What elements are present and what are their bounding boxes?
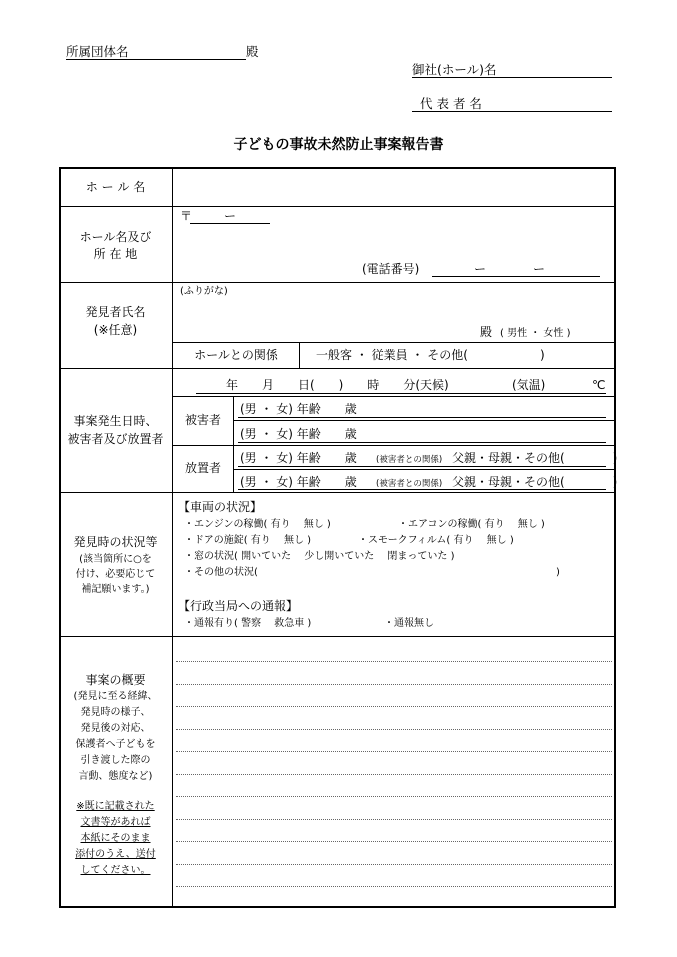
discoverer-optional: (※任意) — [93, 323, 138, 337]
window-status[interactable]: ・窓の状況( 開いていた 少し開いていた 閉まっていた ) — [184, 551, 455, 562]
hall-address-label-2: 所 在 地 — [93, 247, 138, 261]
summary-note-2: 発見時の様子、 — [80, 707, 151, 718]
summary-note-5: 引き渡した際の — [80, 755, 151, 766]
address-field[interactable] — [176, 226, 606, 260]
summary-label: 事案の概要 — [85, 673, 146, 687]
phone-dash-2: ー — [533, 262, 546, 276]
phone-dash-1: ー — [474, 262, 487, 276]
datetime-label-1: 事案発生日時、 — [73, 414, 158, 428]
summary-note-3: 発見後の対応、 — [80, 723, 151, 734]
dono-label: 殿 — [480, 325, 493, 339]
leaver-row-2[interactable]: (男 ・ 女) 年齢 歳 — [240, 475, 357, 489]
date-line-underline — [196, 393, 606, 394]
postal-code-field[interactable] — [190, 223, 270, 224]
discoverer-name-field[interactable] — [176, 298, 476, 320]
date-time-weather[interactable]: 年 月 日( ) 時 分(天候) — [226, 378, 449, 392]
summary-writing-line — [176, 684, 612, 685]
attachment-note-4: 添付のうえ、送付 — [75, 849, 156, 860]
attachment-note-1: ※既に記載された — [76, 801, 155, 812]
report-no[interactable]: ・通報無し — [384, 618, 434, 629]
summary-note-4: 保護者へ子どもを — [75, 739, 156, 750]
phone-label: (電話番号) — [362, 262, 420, 276]
postal-mark: 〒 — [180, 209, 193, 223]
leaver-relation-small-1: (被害者との関係) — [376, 455, 443, 465]
attachment-note-5: してください。 — [80, 865, 151, 876]
representative-label: 代 表 者 名 — [420, 96, 482, 111]
hall-name-field[interactable] — [173, 168, 614, 205]
label-column-divider — [172, 167, 173, 908]
org-label: 所属団体名 — [66, 44, 129, 59]
temperature-unit: ℃ — [592, 378, 606, 392]
furigana-label: (ふりがな) — [180, 286, 228, 297]
leaver-label: 放置者 — [184, 461, 221, 475]
report-yes[interactable]: ・通報有り( 警察 救急車 ) — [184, 618, 312, 629]
summary-writing-line — [176, 796, 612, 797]
gender-choice[interactable]: ( 男性 ・ 女性 ) — [500, 328, 571, 339]
leaver-relation-options-1[interactable]: 父親・母親・その他( ) — [452, 451, 618, 465]
representative-underline — [412, 111, 612, 112]
vehicle-heading: 【車両の状況】 — [178, 500, 263, 514]
summary-writing-line — [176, 729, 612, 730]
situation-note-1: (該当箇所に○を — [79, 554, 152, 565]
summary-writing-line — [176, 841, 612, 842]
authority-heading: 【行政当局への通報】 — [178, 599, 299, 613]
victim-row-2[interactable]: (男 ・ 女) 年齢 歳 — [240, 427, 357, 441]
postal-dash: ー — [224, 209, 237, 223]
situation-label: 発見時の状況等 — [73, 535, 158, 549]
company-underline — [412, 77, 612, 78]
hall-name-label: ホ ー ル 名 — [85, 180, 146, 194]
org-suffix: 殿 — [246, 44, 259, 59]
other-status[interactable]: ・その他の状況( — [184, 567, 258, 578]
situation-note-2: 付け、必要応じて — [75, 569, 156, 580]
relation-options[interactable]: 一般客 ・ 従業員 ・ その他( ) — [316, 348, 545, 362]
situation-note-3: 補記願います。) — [81, 584, 150, 595]
temperature-label: (気温) — [512, 378, 546, 392]
summary-writing-line — [176, 774, 612, 775]
summary-writing-line — [176, 751, 612, 752]
relation-label: ホールとの関係 — [194, 348, 278, 362]
hall-address-label-1: ホール名及び — [79, 230, 152, 244]
door-lock-status[interactable]: ・ドアの施錠( 有り 無し ) — [184, 535, 312, 546]
summary-note-6: 言動、態度など) — [78, 771, 153, 782]
summary-note-1: (発見に至る経緯、 — [73, 691, 158, 702]
attachment-note-2: 文書等があれば — [80, 817, 151, 828]
datetime-label-2: 被害者及び放置者 — [67, 432, 164, 446]
victim-label: 被害者 — [184, 413, 221, 427]
document-title: 子どもの事故未然防止事案報告書 — [233, 137, 444, 153]
summary-writing-line — [176, 886, 612, 887]
victim-row-1[interactable]: (男 ・ 女) 年齢 歳 — [240, 402, 357, 416]
leaver-relation-small-2: (被害者との関係) — [376, 479, 443, 489]
other-status-close: ) — [556, 567, 560, 578]
leaver-relation-options-2[interactable]: 父親・母親・その他( ) — [452, 475, 618, 489]
attachment-note-3: 本紙にそのまま — [80, 833, 151, 844]
company-label: 御社(ホール)名 — [412, 62, 497, 77]
summary-writing-line — [176, 864, 612, 865]
summary-writing-line — [176, 661, 612, 662]
summary-writing-line — [176, 819, 612, 820]
engine-status[interactable]: ・エンジンの稼働( 有り 無し ) — [184, 519, 331, 530]
org-underline — [66, 59, 246, 60]
phone-number-field[interactable] — [432, 276, 600, 277]
leaver-row-1[interactable]: (男 ・ 女) 年齢 歳 — [240, 451, 357, 465]
discoverer-label: 発見者氏名 — [85, 305, 146, 319]
summary-writing-line — [176, 706, 612, 707]
aircon-status[interactable]: ・エアコンの稼働( 有り 無し ) — [398, 519, 545, 530]
smoke-film-status[interactable]: ・スモークフィルム( 有り 無し ) — [358, 535, 514, 546]
